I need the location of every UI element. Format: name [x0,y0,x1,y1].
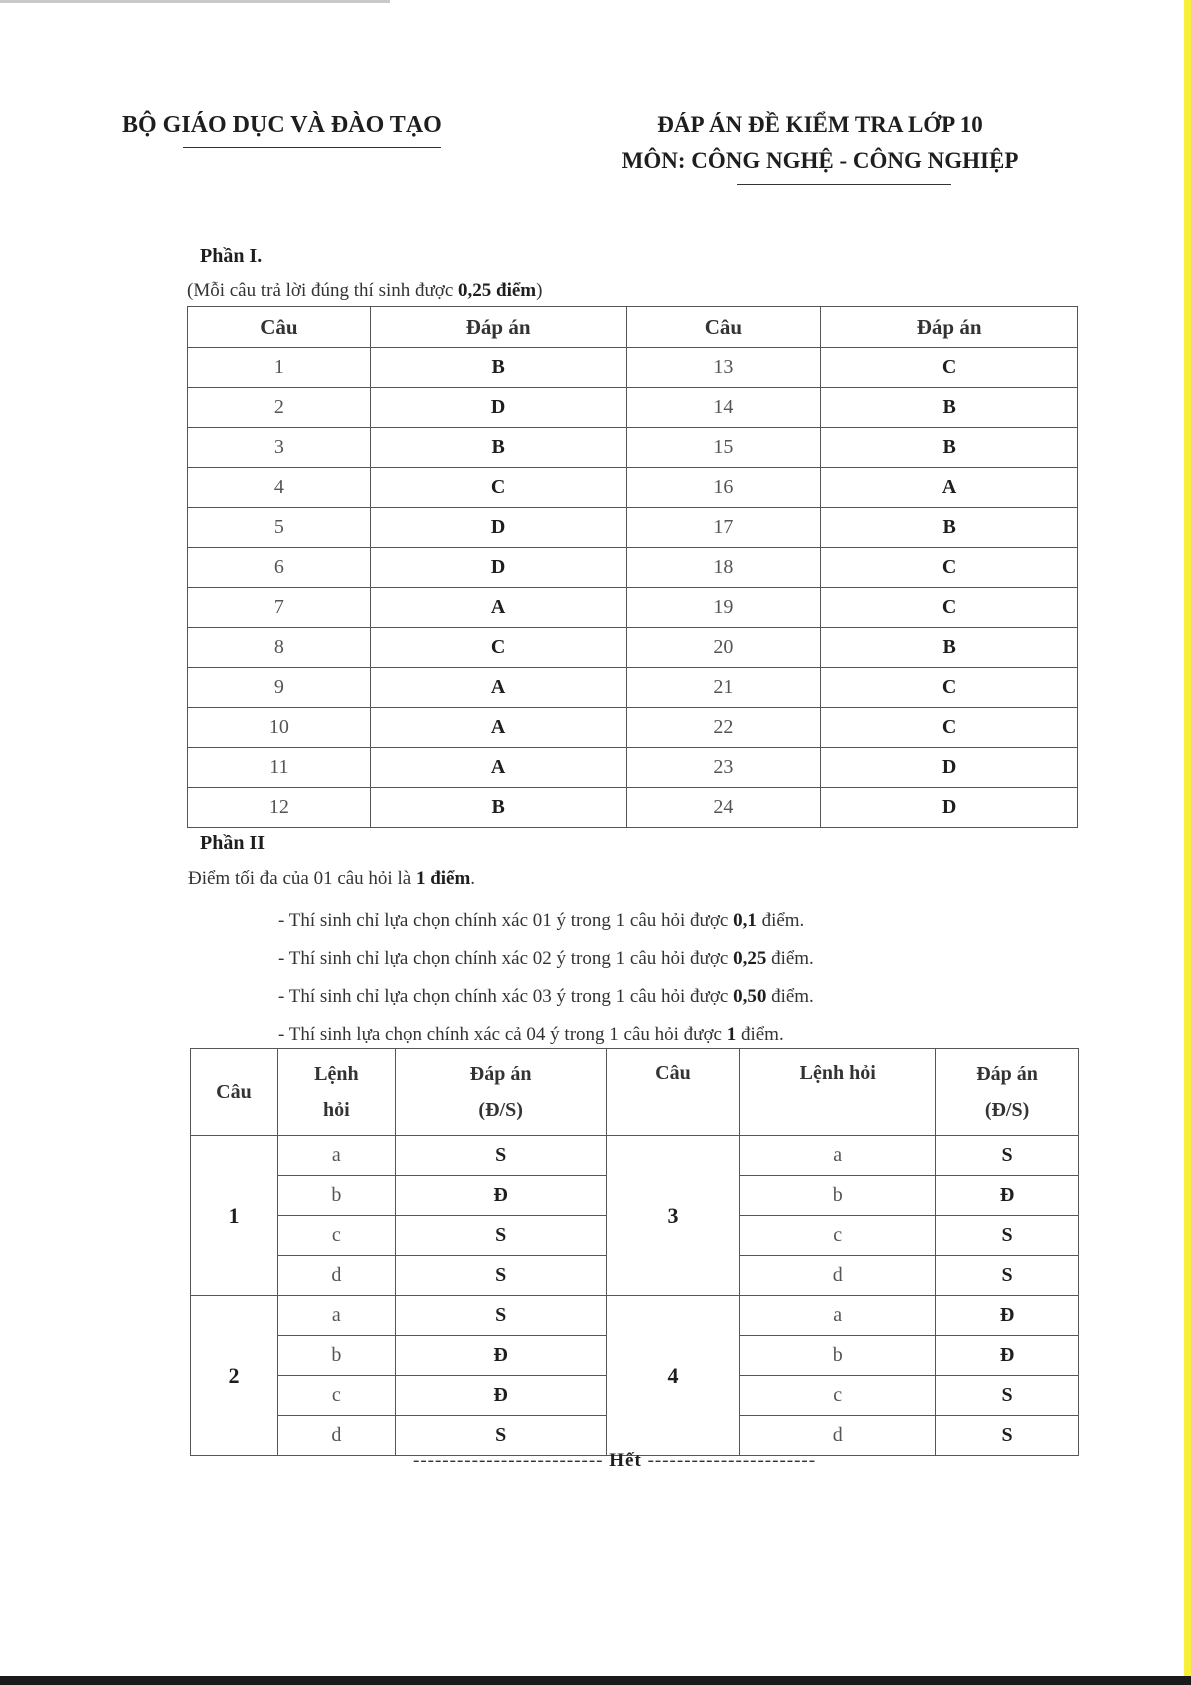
question-number: 23 [626,748,821,788]
header-dap-an [936,1049,1079,1136]
part2-answer-table [190,1048,1079,1456]
rule-suffix: điểm. [736,1024,784,1045]
answer: D [370,548,626,588]
scan-edge-bottom [0,1676,1191,1685]
question-number: 1 [188,348,371,388]
sub-question: c [740,1216,936,1256]
end-label: Hết [609,1450,642,1471]
rule-text: - Thí sinh chỉ lựa chọn chính xác 02 ý trong 1 câu hỏi được [278,948,734,969]
part2-max-score [188,868,475,890]
rule-text: - Thí sinh chỉ lựa chọn chính xác 01 ý trong 1 câu hỏi được [278,910,734,931]
end-marker [413,1450,816,1472]
sub-question: d [277,1416,395,1456]
question-number: 24 [626,788,821,828]
rule-text: - Thí sinh chỉ lựa chọn chính xác 03 ý trong 1 câu hỏi được [278,986,734,1007]
question-number: 12 [188,788,371,828]
question-number: 8 [188,628,371,668]
answer: B [821,628,1078,668]
question-number: 9 [188,668,371,708]
exam-title: ĐÁP ÁN ĐỀ KIỂM TRA LỚP 10 [657,112,983,137]
table-row [191,1296,1079,1336]
scan-edge-right [1184,0,1191,1685]
answer: S [395,1256,606,1296]
rule-points: 0,50 [733,986,767,1007]
answer: C [821,348,1078,388]
sub-question: c [277,1216,395,1256]
header-dap-an: Đáp án [370,307,626,348]
rule-suffix: điểm. [766,948,814,969]
answer: A [821,468,1078,508]
subject-title: MÔN: CÔNG NGHỆ - CÔNG NGHIỆP [621,148,1019,173]
question-number: 6 [188,548,371,588]
question-number: 3 [606,1136,740,1296]
header-cau: Câu [188,307,371,348]
answer: D [370,388,626,428]
part2-max-text: Điểm tối đa của 01 câu hỏi là [188,868,416,889]
question-number: 4 [606,1296,740,1456]
sub-question: a [740,1136,936,1176]
question-number: 19 [626,588,821,628]
sub-question: b [277,1176,395,1216]
header-lenh-hoi [277,1049,395,1136]
end-dashes-left: -------------------------- [413,1450,604,1471]
answer: D [370,508,626,548]
table-header-row [191,1049,1079,1136]
scan-edge-top [0,0,390,3]
answer: A [370,708,626,748]
part2-title: Phần II [200,832,266,854]
question-number: 7 [188,588,371,628]
answer: B [821,388,1078,428]
table-row [188,428,1078,468]
scoring-rule [278,978,814,1016]
rule-suffix: điểm. [756,910,805,931]
answer: S [936,1416,1079,1456]
part1-answer-table [187,306,1078,828]
header-cau: Câu [606,1049,740,1136]
part2-max-points: 1 điểm [415,868,471,889]
rule-points: 1 [726,1024,737,1045]
table-row [188,508,1078,548]
sub-question: d [740,1256,936,1296]
part1-note-suffix: ) [536,280,543,301]
answer: B [821,428,1078,468]
answer: C [370,468,626,508]
question-number: 16 [626,468,821,508]
sub-question: b [740,1176,936,1216]
answer: S [936,1136,1079,1176]
question-number: 18 [626,548,821,588]
question-number: 5 [188,508,371,548]
table-row [188,348,1078,388]
sub-question: d [740,1416,936,1456]
header-lenh: Lệnh [314,1063,359,1085]
exam-header [560,107,1080,179]
question-number: 20 [626,628,821,668]
part2-max-suffix: . [470,868,476,889]
question-number: 4 [188,468,371,508]
question-number: 17 [626,508,821,548]
header-dap-an-label: Đáp án [976,1063,1038,1085]
part1-title: Phần I. [200,245,263,267]
header-hoi: hỏi [323,1099,350,1121]
sub-question: c [277,1376,395,1416]
table-row [188,468,1078,508]
answer: Đ [936,1336,1079,1376]
scoring-rule [278,902,814,940]
answer: C [370,628,626,668]
answer: S [936,1216,1079,1256]
question-number: 13 [626,348,821,388]
answer: S [936,1256,1079,1296]
answer: S [395,1296,606,1336]
table-row [188,788,1078,828]
answer: S [395,1216,606,1256]
answer: B [821,508,1078,548]
sub-question: a [277,1136,395,1176]
question-number: 2 [188,388,371,428]
question-number: 2 [191,1296,278,1456]
part1-note [187,280,542,302]
header-lenh-hoi: Lệnh hỏi [740,1049,936,1136]
answer: A [370,588,626,628]
question-number: 22 [626,708,821,748]
sub-question: c [740,1376,936,1416]
answer: Đ [936,1176,1079,1216]
answer: C [821,668,1078,708]
rule-points: 0,25 [733,948,767,969]
header-dap-an [395,1049,606,1136]
answer: D [821,788,1078,828]
table-row [188,548,1078,588]
sub-question: d [277,1256,395,1296]
answer: S [395,1416,606,1456]
scoring-rule [278,940,814,978]
answer: D [821,748,1078,788]
table-row [188,628,1078,668]
answer: B [370,788,626,828]
answer: C [821,708,1078,748]
question-number: 21 [626,668,821,708]
table-header-row [188,307,1078,348]
header-ds-label: (Đ/S) [984,1099,1030,1121]
header-cau: Câu [626,307,821,348]
question-number: 15 [626,428,821,468]
sub-question: a [277,1296,395,1336]
table-row [188,588,1078,628]
question-number: 10 [188,708,371,748]
rule-suffix: điểm. [766,986,814,1007]
rule-text: - Thí sinh lựa chọn chính xác cả 04 ý trong 1 câu hỏi được [278,1024,727,1045]
scoring-rules [278,902,814,1054]
part1-note-points: 0,25 điểm [458,280,537,301]
ministry-underline [183,147,441,148]
answer: A [370,668,626,708]
table-row [191,1136,1079,1176]
header-ds-label: (Đ/S) [478,1099,523,1121]
sub-question: b [740,1336,936,1376]
rule-points: 0,1 [733,910,757,931]
subject-underline [737,184,951,185]
answer: S [395,1136,606,1176]
sub-question: b [277,1336,395,1376]
table-row [188,668,1078,708]
header-cau: Câu [191,1049,278,1136]
question-number: 11 [188,748,371,788]
answer: Đ [395,1376,606,1416]
answer: C [821,548,1078,588]
end-dashes-right: ----------------------- [647,1450,817,1471]
sub-question: a [740,1296,936,1336]
table-row [188,708,1078,748]
table-row [188,748,1078,788]
header-dap-an-label: Đáp án [469,1063,532,1085]
question-number: 1 [191,1136,278,1296]
answer: S [936,1376,1079,1416]
answer: Đ [395,1176,606,1216]
question-number: 3 [188,428,371,468]
header-dap-an: Đáp án [821,307,1078,348]
question-number: 14 [626,388,821,428]
answer: Đ [395,1336,606,1376]
answer: Đ [936,1296,1079,1336]
answer: B [370,428,626,468]
answer: A [370,748,626,788]
answer: B [370,348,626,388]
answer: C [821,588,1078,628]
ministry-name: BỘ GIÁO DỤC VÀ ĐÀO TẠO [122,112,442,138]
part1-note-text: (Mỗi câu trả lời đúng thí sinh được [187,280,459,301]
table-row [188,388,1078,428]
